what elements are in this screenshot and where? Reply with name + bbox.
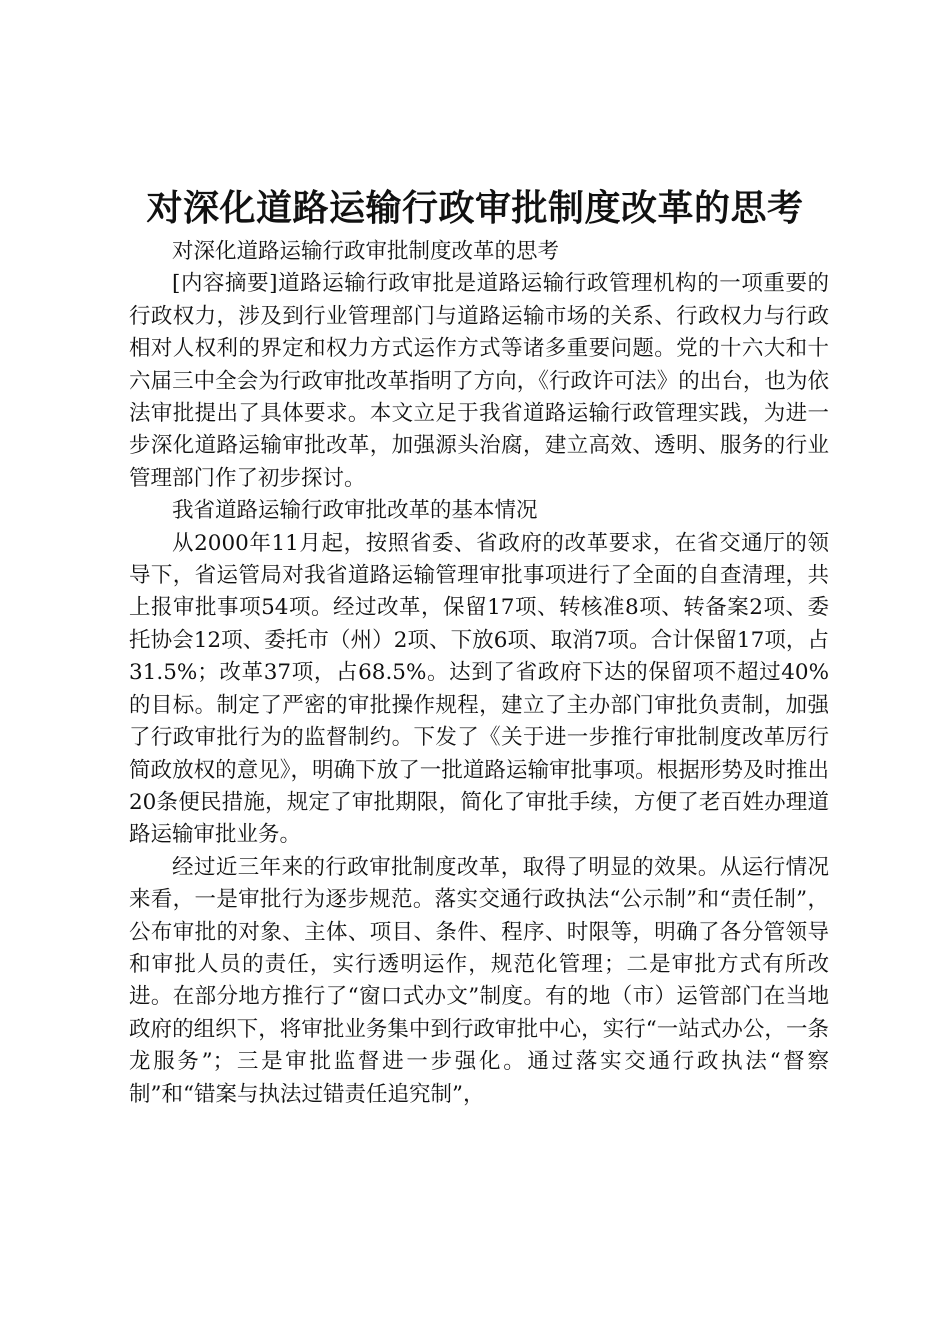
body-paragraph: 从2000年11月起，按照省委、省政府的改革要求，在省交通厅的领导下，省运管局对我省道路运输管理审批事项进行了全面的自查清理，共上报审批事项54项。经过改革，保留17项、转核准8项、转备案2项、委托协会12项、委托市（州）2项、下放6项、取消7项。合计保留17项，占31.5%；改革37项，占68.5%。达到了省政府下达的保留项不超过40%的目标。制定了严密的审批操作规程，建立了主办部门审批负责制，加强了行政审批行为的监督制约。下发了《关于进一步推行审批制度改革厉行简政放权的意见》，明确下放了一批道路运输审批事项。根据形势及时推出20条便民措施，规定了审批期限，简化了审批手续，方便了老百姓办理道路运输审批业务。 (129, 530, 829, 848)
subtitle-paragraph: 对深化道路运输行政审批制度改革的思考 (172, 239, 560, 264)
document-body (129, 236, 829, 1111)
abstract-paragraph: [内容摘要]道路运输行政审批是道路运输行政管理机构的一项重要的行政权力，涉及到行业管理部门与道路运输市场的关系、行政权力与行政相对人权利的界定和权力方式运作方式等诸多重要问题。党的十六大和十六届三中全会为行政审批改革指明了方向，《行政许可法》的出台，也为依法审批提出了具体要求。本文立足于我省道路运输行政管理实践，为进一步深化道路运输审批改革，加强源头治腐，建立高效、透明、服务的行业管理部门作了初步探讨。 (129, 271, 829, 491)
section-heading: 我省道路运输行政审批改革的基本情况 (172, 498, 538, 524)
body-paragraph: 经过近三年来的行政审批制度改革，取得了明显的效果。从运行情况来看，一是审批行为逐步规范。落实交通行政执法“公示制”和“责任制”，公布审批的对象、主体、项目、条件、程序、时限等，明确了各分管领导和审批人员的责任，实行透明运作，规范化管理；二是审批方式有所改进。在部分地方推行了“窗口式办文”制度。有的地（市）运管部门在当地政府的组织下，将审批业务集中到行政审批中心，实行“一站式办公，一条龙服务”；三是审批监督进一步强化。通过落实交通行政执法“督察制”和“错案与执法过错责任追究制”， (129, 854, 829, 1107)
document-title: 对深化道路运输行政审批制度改革的思考 (146, 188, 804, 229)
